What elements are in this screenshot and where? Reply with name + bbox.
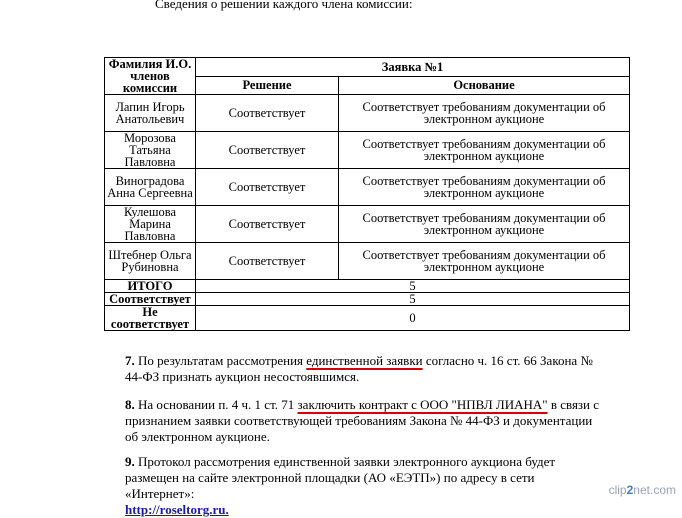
roseltorg-link[interactable]: http://roseltorg.ru. [125, 502, 229, 517]
paragraph-7-highlight: единственной заявки [306, 353, 423, 368]
paragraph-7-text-a: По результатам рассмотрения [134, 353, 307, 368]
noncompliant-row [105, 306, 630, 331]
compliant-label: Соответствует [105, 293, 196, 306]
paragraph-8-text-b: в связи с признанием заявки соответствующей требованиям Закона № 44-ФЗ и документации об электронном аукционе. [125, 397, 600, 444]
header-bid: Заявка №1 [196, 58, 630, 77]
member-basis: Соответствует требованиям документации об электронном аукционе [339, 95, 630, 132]
member-decision: Соответствует [196, 243, 339, 280]
member-basis: Соответствует требованиям документации об электронном аукционе [339, 206, 630, 243]
noncompliant-label: Не соответствует [105, 306, 196, 331]
member-name: Виноградова Анна Сергеевна [105, 169, 196, 206]
paragraph-8-number: 8. [125, 397, 135, 412]
member-name: Морозова Татьяна Павловна [105, 132, 196, 169]
member-basis: Соответствует требованиям документации об электронном аукционе [339, 243, 630, 280]
paragraph-9-text: Протокол рассмотрения единственной заявки электронного аукциона будет размещен на сайте электронной площадки (АО «ЕЭТП») по адресу в сети «Интернет»: [125, 454, 556, 501]
paragraph-9 [125, 454, 605, 518]
compliant-value: 5 [196, 293, 630, 306]
compliant-row [105, 293, 630, 306]
header-basis: Основание [339, 76, 630, 95]
table-row [105, 206, 630, 243]
member-decision: Соответствует [196, 206, 339, 243]
total-label: ИТОГО [105, 280, 196, 293]
table-row [105, 132, 630, 169]
header-member-name: Фамилия И.О. членов комиссии [105, 58, 196, 95]
total-row [105, 280, 630, 293]
member-name: Кулешова Марина Павловна [105, 206, 196, 243]
total-value: 5 [196, 280, 630, 293]
member-basis: Соответствует требованиям документации об электронном аукционе [339, 132, 630, 169]
paragraph-8 [125, 397, 605, 445]
member-name: Штебнер Ольга Рубиновна [105, 243, 196, 280]
paragraph-8-highlight: заключить контракт с ООО "НПВЛ ЛИАНА" [297, 397, 548, 412]
member-decision: Соответствует [196, 95, 339, 132]
table-row [105, 95, 630, 132]
paragraph-7-text-b: согласно ч. 16 ст. 66 Закона № 44-ФЗ признать аукцион несостоявшимся. [125, 353, 593, 384]
member-decision: Соответствует [196, 132, 339, 169]
intro-text: Сведения о решении каждого члена комиссии: [155, 0, 413, 11]
member-basis: Соответствует требованиям документации об электронном аукционе [339, 169, 630, 206]
paragraph-8-text-a: На основании п. 4 ч. 1 ст. 71 [134, 397, 298, 412]
table-row [105, 169, 630, 206]
table-row [105, 243, 630, 280]
member-decision: Соответствует [196, 169, 339, 206]
member-name: Лапин Игорь Анатольевич [105, 95, 196, 132]
paragraph-7 [125, 353, 605, 385]
noncompliant-value: 0 [196, 306, 630, 331]
watermark-logo: clip2net.com [608, 483, 676, 497]
header-decision: Решение [196, 76, 339, 95]
commission-table [104, 57, 630, 331]
paragraph-7-number: 7. [125, 353, 135, 368]
paragraph-9-number: 9. [125, 454, 135, 469]
